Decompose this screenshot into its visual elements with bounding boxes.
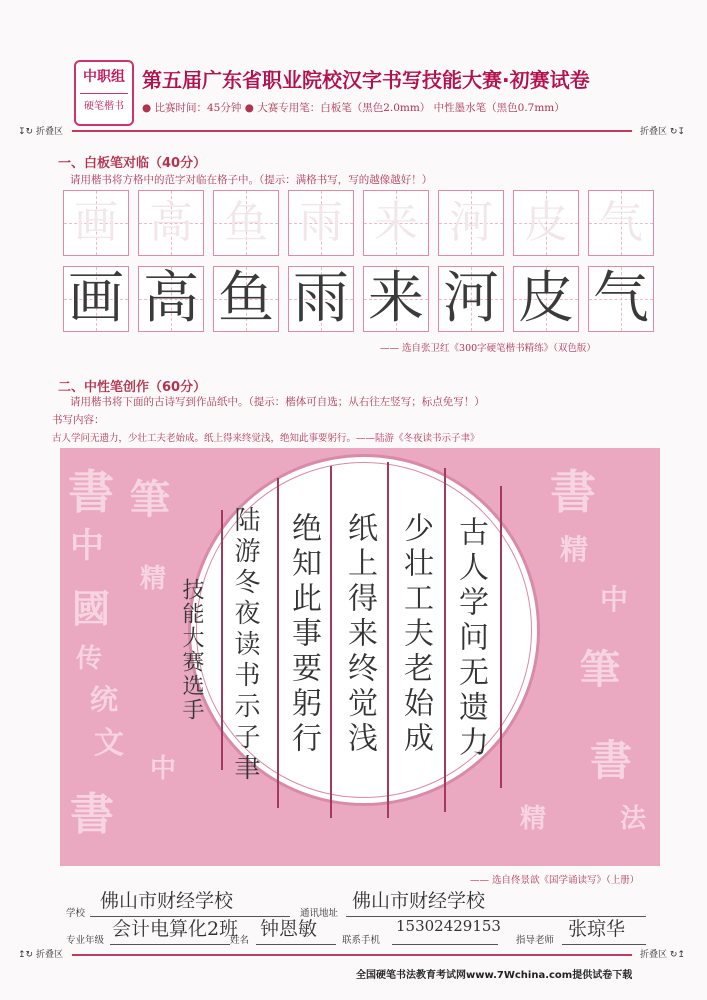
page-title: 第五届广东省职业院校汉字书写技能大赛·初赛试卷 xyxy=(142,68,590,92)
bg-glyph: 中 xyxy=(150,754,177,784)
writing-cell xyxy=(288,266,354,332)
column-divider xyxy=(387,462,389,818)
content-label: 书写内容： xyxy=(52,414,105,426)
fold-marker-left-bottom: ↥↻ 折叠区 xyxy=(18,950,63,960)
template-char: 鱼 xyxy=(224,197,268,248)
fold-marker-left-top: ↧↻ 折叠区 xyxy=(18,127,63,137)
writing-cell xyxy=(438,266,504,332)
bottom-rule xyxy=(72,954,632,956)
section2-instruction: 请用楷书将下面的古诗写到作品纸中。（提示：楷体可自选；从右往左竖写；标点免写！） xyxy=(70,396,485,408)
written-char: 河 xyxy=(443,266,499,331)
written-char: 高 xyxy=(143,266,199,331)
poem-column-1: 古人学问无遗力 xyxy=(453,516,488,761)
column-divider xyxy=(277,478,279,808)
template-cell xyxy=(213,190,279,256)
fold-label: 折叠区 xyxy=(35,950,63,960)
template-char: 画 xyxy=(74,197,118,248)
bg-glyph: 中 xyxy=(70,526,104,566)
address-value: 佛山市财经学校 xyxy=(352,890,486,912)
template-cell xyxy=(513,190,579,256)
bg-glyph: 書 xyxy=(550,465,596,519)
column-divider xyxy=(221,510,223,770)
fold-label: 折叠区 xyxy=(35,127,63,137)
poem-column-3: 纸上得来终觉浅 xyxy=(342,512,377,757)
bg-glyph: 精 xyxy=(520,804,547,834)
template-char: 皮 xyxy=(524,197,568,248)
poem-column-4: 绝知此事要躬行 xyxy=(286,512,321,757)
section1-source: —— 选自张卫红《300字硬笔楷书精练》（双色版） xyxy=(380,343,596,354)
section1-title: 一、白板笔对临（40分） xyxy=(58,156,207,171)
major-label: 专业年级 xyxy=(66,935,105,946)
writing-cell xyxy=(513,266,579,332)
bg-glyph: 書 xyxy=(70,789,114,840)
template-char: 高 xyxy=(149,197,193,248)
poem-content: 古人学问无遗力，少壮工夫老始成。纸上得来终觉浅，绝知此事要躬行。——陆游《冬夜读书示子聿》 xyxy=(52,433,480,444)
template-cell xyxy=(588,190,654,256)
major-line xyxy=(110,944,230,945)
teacher-value: 张琼华 xyxy=(568,918,626,940)
writing-cell xyxy=(363,266,429,332)
name-label: 姓名 xyxy=(230,935,250,946)
poem-column-5: 陆游冬夜读书示子聿 xyxy=(230,506,260,785)
bg-glyph: 传 xyxy=(76,644,103,674)
written-char: 来 xyxy=(368,266,424,331)
written-char: 雨 xyxy=(293,266,349,331)
fold-marker-right-top: 折叠区 ↻↧ xyxy=(640,127,685,137)
major-value: 会计电算化2班 xyxy=(112,918,239,940)
bg-glyph: 筆 xyxy=(580,646,620,693)
school-label: 学校 xyxy=(66,908,86,919)
phone-value: 15302429153 xyxy=(396,917,501,935)
exam-info: ● 比赛时间：45分钟 ● 大赛专用笔：白板笔（黑色2.0mm） 中性墨水笔（黑色0.7mm） xyxy=(142,102,565,114)
fold-label: 折叠区 xyxy=(640,127,668,137)
template-char: 气 xyxy=(599,197,643,248)
written-char: 画 xyxy=(68,266,124,331)
bg-glyph: 精 xyxy=(140,564,167,594)
section2-title: 二、中性笔创作（60分） xyxy=(58,380,207,395)
teacher-label: 指导老师 xyxy=(516,935,555,946)
written-char: 皮 xyxy=(518,266,574,331)
bg-glyph: 精 xyxy=(560,533,589,566)
top-rule xyxy=(72,130,632,132)
bg-glyph: 國 xyxy=(72,586,111,631)
school-value: 佛山市财经学校 xyxy=(100,890,234,912)
fold-marker-right-bottom: 折叠区 ↻↥ xyxy=(640,950,685,960)
badge-bottom: 硬笔楷书 xyxy=(80,93,128,120)
phone-label: 联系手机 xyxy=(342,935,381,946)
writing-cell xyxy=(63,266,129,332)
contestant-signature: 技能大赛选手 xyxy=(179,578,204,722)
section1-instruction: 请用楷书将方格中的范字对临在格子中。（提示：满格书写，写的越像越好！） xyxy=(70,174,433,186)
bg-glyph: 書 xyxy=(590,736,633,785)
written-char: 鱼 xyxy=(218,266,274,331)
poem-column-2: 少壮工夫老始成 xyxy=(398,512,433,757)
section2-source: —— 选自佟景歆《国学诵读写》（上册） xyxy=(470,875,640,886)
bg-glyph: 筆 xyxy=(130,476,170,523)
template-char: 河 xyxy=(449,197,493,248)
template-cell xyxy=(288,190,354,256)
badge-top: 中职组 xyxy=(83,69,125,85)
fold-label: 折叠区 xyxy=(640,950,668,960)
template-cell xyxy=(363,190,429,256)
writing-cell xyxy=(213,266,279,332)
category-badge xyxy=(74,60,134,126)
column-divider xyxy=(330,466,332,818)
phone-line xyxy=(392,944,498,945)
template-char: 雨 xyxy=(299,197,343,248)
writing-cell xyxy=(588,266,654,332)
bg-glyph: 文 xyxy=(94,726,124,761)
template-cell xyxy=(138,190,204,256)
bg-glyph: 中 xyxy=(600,583,629,616)
column-divider xyxy=(444,468,446,812)
template-cell xyxy=(63,190,129,256)
bg-glyph: 法 xyxy=(620,804,647,834)
written-char: 气 xyxy=(593,266,649,331)
website-link[interactable]: 全国硬笔书法教育考试网www.7Wchina.com提供试卷下载 xyxy=(356,970,633,981)
template-char: 来 xyxy=(374,197,418,248)
writing-cell xyxy=(138,266,204,332)
template-cell xyxy=(438,190,504,256)
teacher-line xyxy=(562,944,646,945)
bg-glyph: 统 xyxy=(90,683,119,716)
name-value: 钟恩敏 xyxy=(260,918,318,940)
address-label: 通讯地址 xyxy=(300,908,339,919)
name-line xyxy=(256,944,336,945)
bg-glyph: 書 xyxy=(68,465,114,519)
column-divider xyxy=(500,486,502,788)
